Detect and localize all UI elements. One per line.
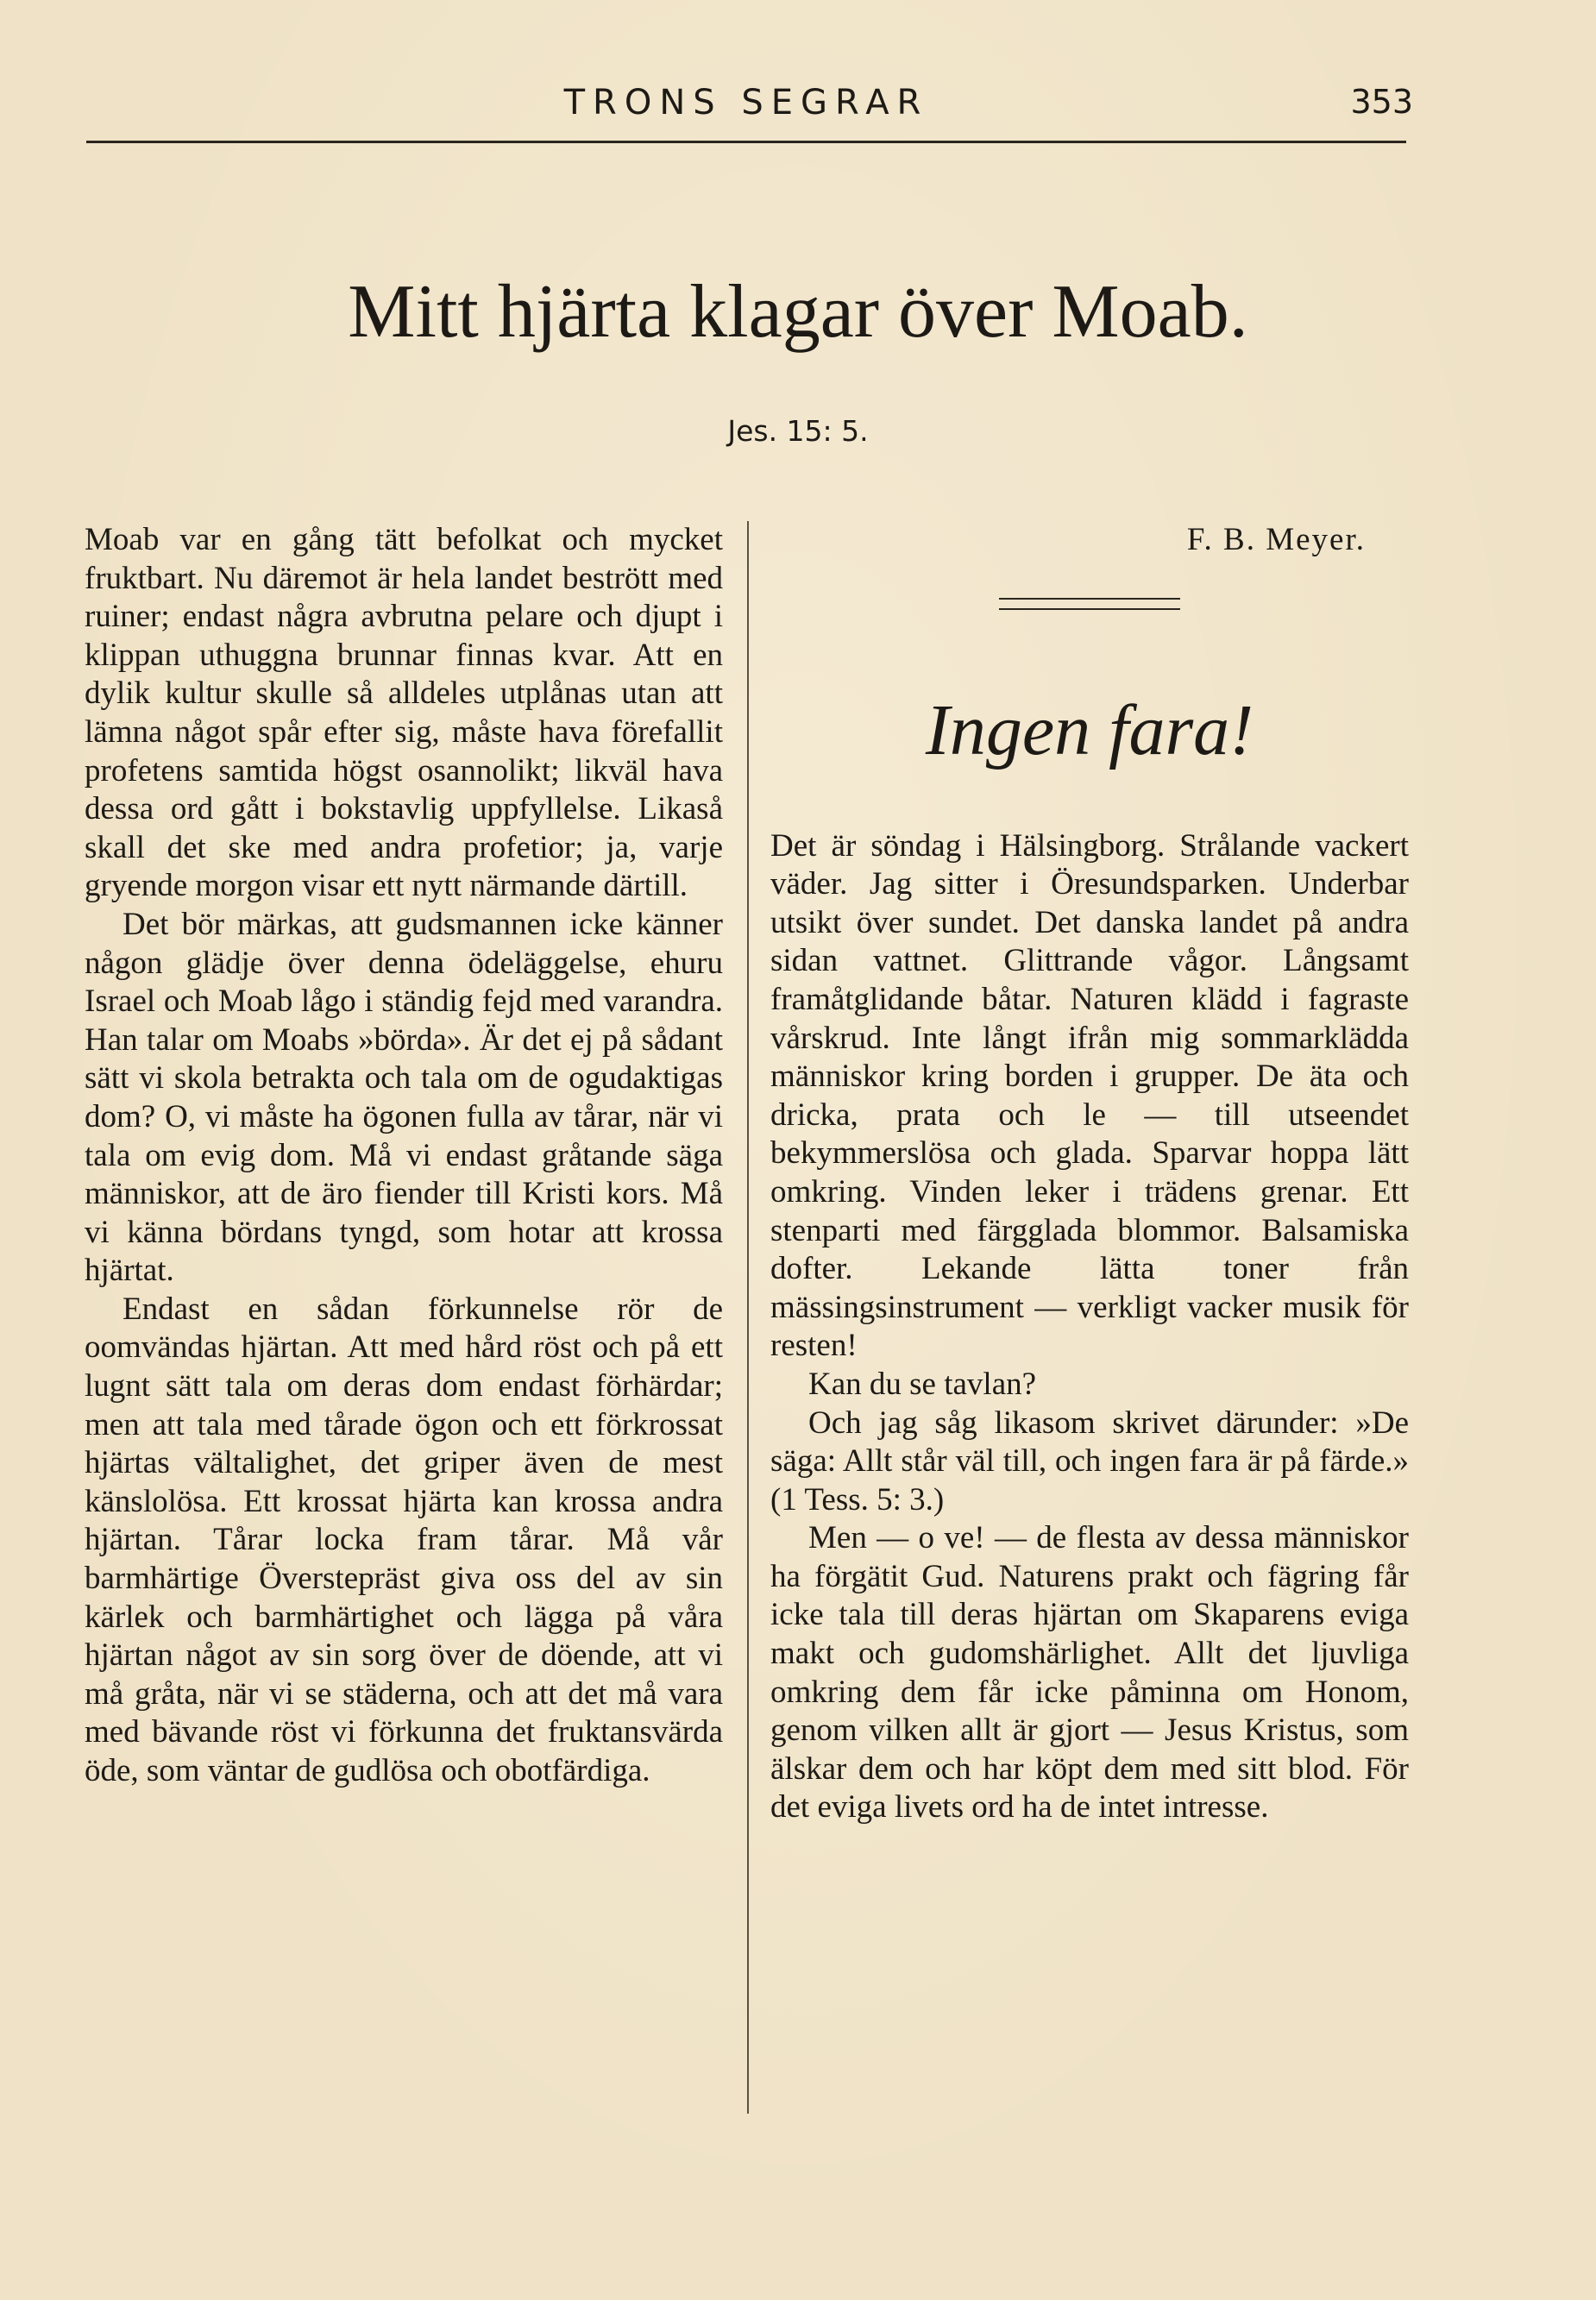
running-header xyxy=(86,83,1413,135)
second-article-title: Ingen fara! xyxy=(925,689,1254,770)
article-paragraph: Moab var en gång tätt befolkat och mycket fruktbart. Nu däremot är hela landet bestrött med ruiner; endast några avbrutna pelare och djupt i klippan uthuggna brunnar finnas kvar. Att en dylik kultur skulle så alldeles utplånas utan att lämna något spår efter sig, måste hava förefallit profetens samtida högst osannolikt; likväl hava dessa ord gått i bokstavlig uppfyllelse. Likaså skall det ske med andra profetior; ja, varje gryende morgon visar ett nytt närmande därtill. xyxy=(85,522,723,904)
column-divider xyxy=(747,521,749,2114)
left-column xyxy=(85,521,723,1791)
page-number: 353 xyxy=(1350,83,1413,121)
article-paragraph: Endast en sådan förkunnelse rör de oomvändas hjärtan. Att med hård röst och på ett lugnt sätt tala om deras dom endast förhärdar; men att tala med tårade ögon och ett förkrossat hjärtas vältalighet, det griper även de mest känslolösa. Ett krossat hjärta kan krossa andra hjärtan. Tårar locka fram tårar. Må vår barmhärtige Överstepräst giva oss del av sin kärlek och barmhärtighet och lägga på våra hjärtan något av sin sorg över de döende, att vi må gråta, när vi se städerna, och att det må vara med bävande röst vi förkunna det fruktansvärda öde, som väntar de gudlösa och obotfärdiga. xyxy=(85,1291,723,1788)
running-title: TRONS SEGRAR xyxy=(563,83,929,123)
article-paragraph: Men — o ve! — de flesta av dessa människor ha förgätit Gud. Naturens prakt och fägring får icke tala till deras hjärtan om Skaparens eviga makt och gudomshärlighet. Allt det ljuvliga omkring dem får icke påminna om Honom, genom vilken allt är gjort — Jesus Kristus, som älskar dem och har köpt dem med sitt blod. För det eviga livets ord ha de intet intresse. xyxy=(770,1520,1409,1826)
header-rule xyxy=(86,141,1406,143)
article-title: Mitt hjärta klagar över Moab. xyxy=(348,270,1248,354)
scripture-reference: Jes. 15: 5. xyxy=(727,414,869,448)
article-paragraph: Det är söndag i Hälsingborg. Strålande vackert väder. Jag sitter i Öresundsparken. Underbar utsikt över sundet. Det danska landet på andra sidan vattnet. Glittrande vågor. Långsamt framåtglidande båtar. Naturen klädd i fagraste vårskrud. Inte långt ifrån mig sommarklädda människor kring borden i grupper. De äta och dricka, prata och le — till utseendet bekymmerslösa och glada. Sparvar hoppa lätt omkring. Vinden leker i trädens grenar. Ett stenparti med färgglada blommor. Balsamiska dofter. Lekande lätta toner från mässingsinstrument — verkligt vacker musik för resten! xyxy=(770,827,1409,1364)
article-paragraph: Kan du se tavlan? xyxy=(808,1366,1037,1402)
article-paragraph: Det bör märkas, att gudsmannen icke känner någon glädje över denna ödeläggelse, ehuru Israel och Moab lågo i ständig fejd med varandra. Han talar om Moabs »börda». Är det ej på sådant sätt vi skola betrakta och tala om de ogudaktigas dom? O, vi måste ha ögonen fulla av tårar, när vi tala om evig dom. Må vi endast gråtande säga människor, att de äro fiender till Kristi kors. Må vi känna bördans tyngd, som hotar att krossa hjärtat. xyxy=(85,906,723,1289)
article-paragraph: Och jag såg likasom skrivet därunder: »De säga: Allt står väl till, och ingen fara är på färde.» (1 Tess. 5: 3.) xyxy=(770,1405,1409,1518)
section-rule xyxy=(999,598,1180,610)
author-signature: F. B. Meyer. xyxy=(1186,522,1366,557)
right-column xyxy=(770,521,1409,1827)
